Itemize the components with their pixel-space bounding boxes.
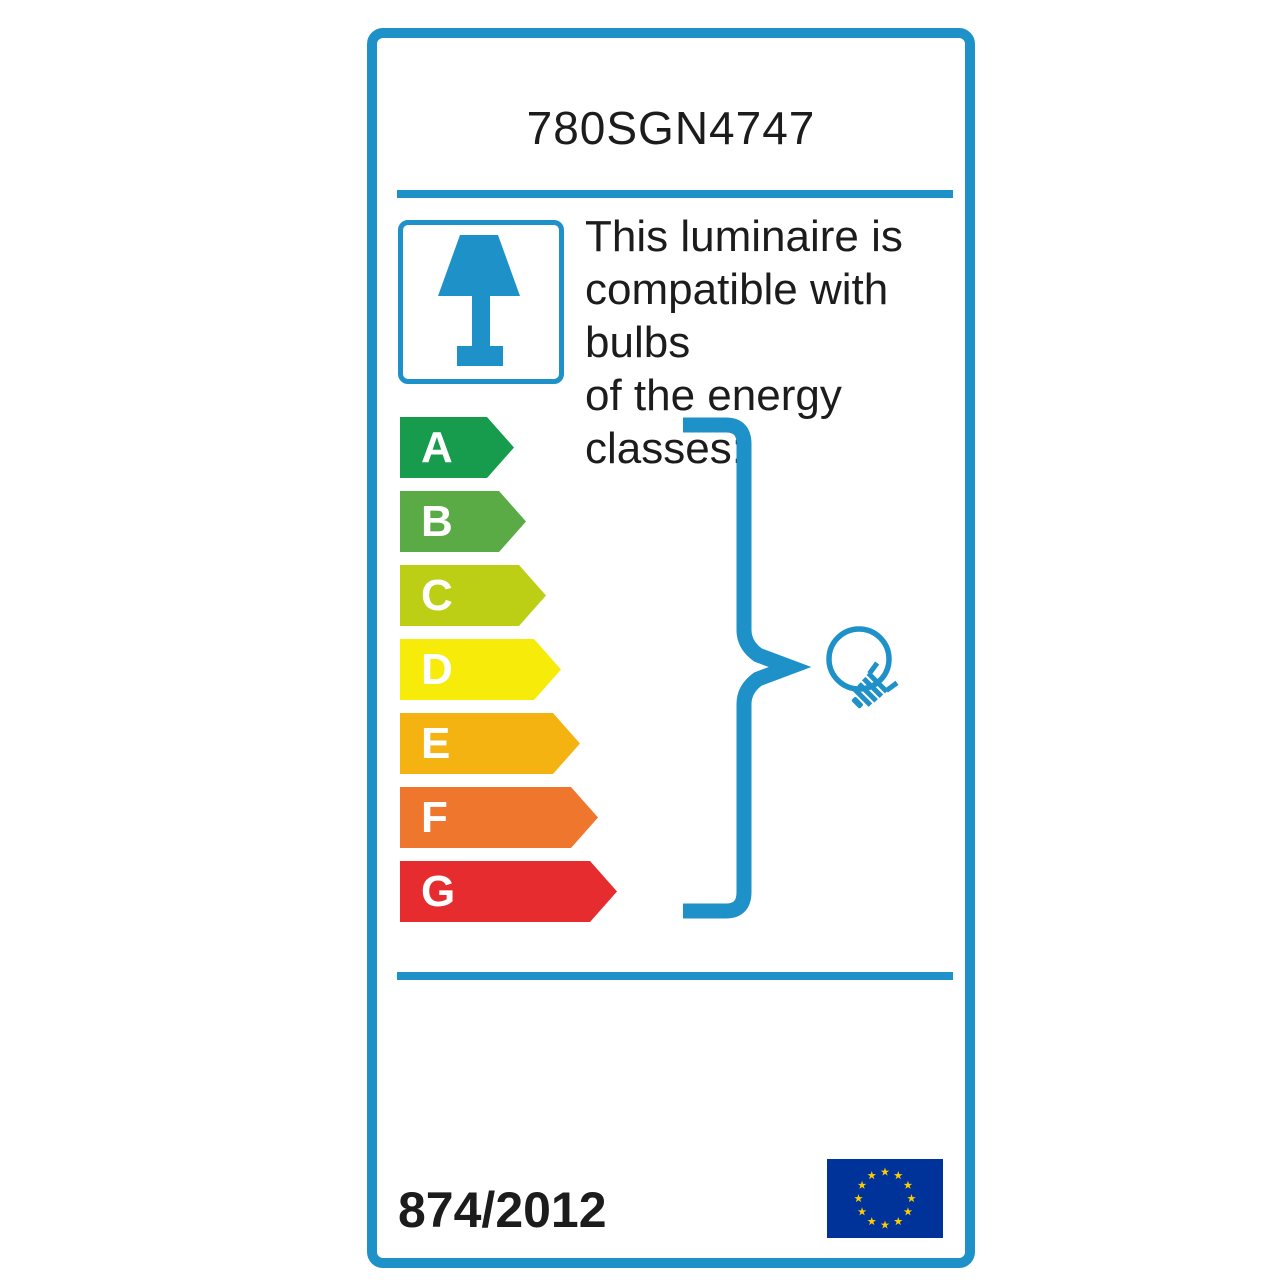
energy-class-row-E xyxy=(400,713,580,774)
energy-arrow-A xyxy=(400,417,514,478)
energy-label xyxy=(367,28,975,1268)
energy-class-letter: A xyxy=(421,423,453,472)
light-bulb-icon xyxy=(817,615,947,730)
energy-class-row-B xyxy=(400,491,526,552)
luminaire-icon-box xyxy=(398,220,564,384)
eu-flag xyxy=(827,1159,943,1238)
energy-class-row-A xyxy=(400,417,514,478)
table-lamp-icon xyxy=(403,225,559,379)
curly-brace-icon xyxy=(676,410,811,940)
energy-class-row-C xyxy=(400,565,546,626)
divider-top xyxy=(397,190,953,198)
product-code: 780SGN4747 xyxy=(526,102,816,154)
description-line: This luminaire is xyxy=(585,212,903,261)
energy-class-letter: C xyxy=(421,571,453,620)
energy-class-row-F xyxy=(400,787,598,848)
energy-class-letter: D xyxy=(421,645,453,694)
description-line: of the energy classes: xyxy=(585,371,842,473)
energy-class-letter: F xyxy=(421,793,448,842)
energy-class-row-D xyxy=(400,639,561,700)
energy-class-letter: B xyxy=(421,497,453,546)
energy-class-letter: E xyxy=(421,719,451,768)
energy-arrow-B xyxy=(400,491,526,552)
regulation-number: 874/2012 xyxy=(398,1182,607,1238)
energy-class-row-G xyxy=(400,861,617,922)
energy-class-letter: G xyxy=(421,867,456,916)
divider-bottom xyxy=(397,972,953,980)
description-line: compatible with bulbs xyxy=(585,265,889,367)
